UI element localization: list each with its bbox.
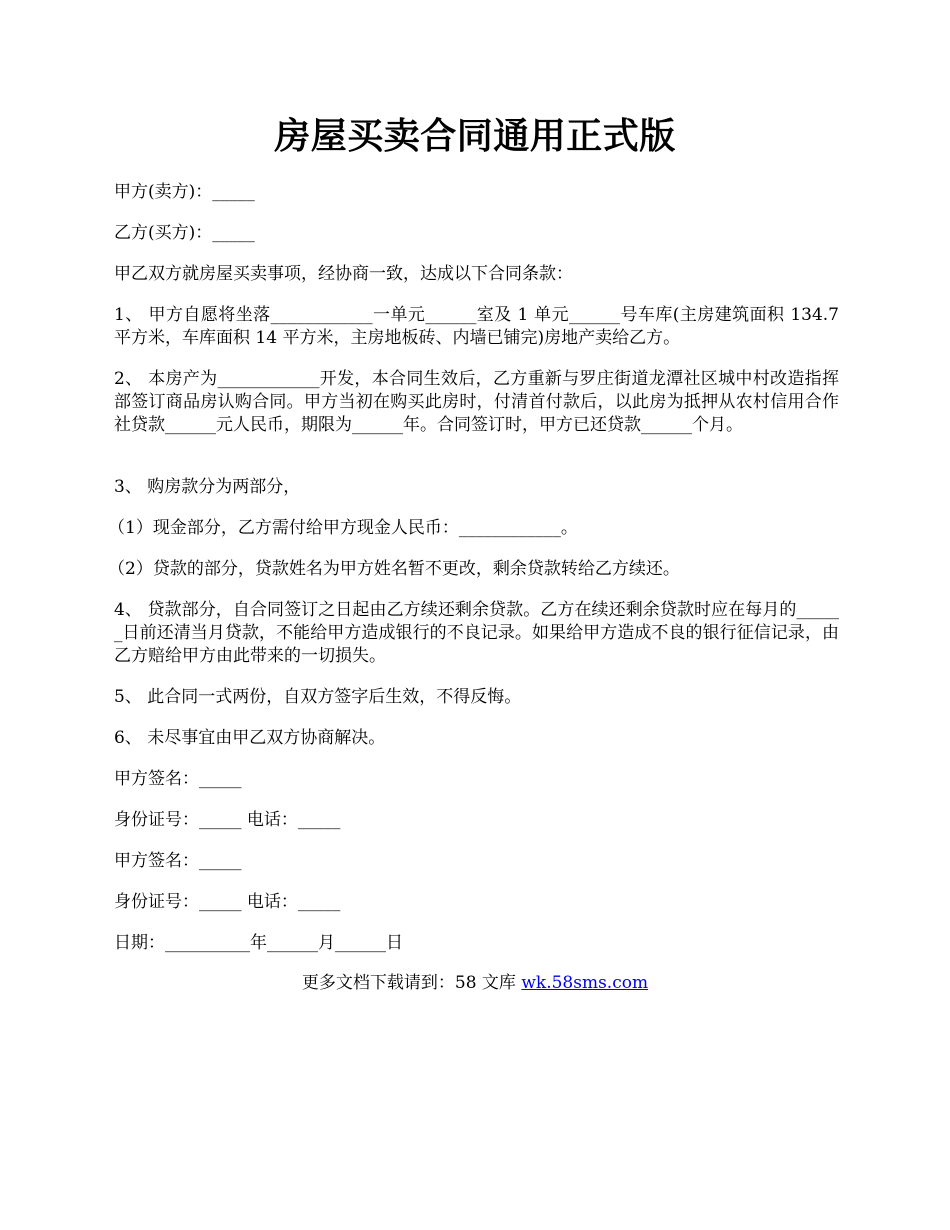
party-a-seller: 甲方(卖方)：_____	[114, 182, 255, 202]
footer	[0, 972, 950, 995]
footer-text: 更多文档下载请到：58 文库	[301, 973, 522, 993]
clause-3-cash-part: （1）现金部分，乙方需付给甲方现金人民币：____________。	[108, 518, 578, 538]
clause-6: 6、 未尽事宜由甲乙双方协商解决。	[114, 728, 386, 748]
clause-1: 1、 甲方自愿将坐落____________一单元______室及 1 单元______号车库(主房建筑面积 134.7 平方米，车库面积 14 平方米，主房地板砖、内墙已铺完)房地产卖给乙方。	[114, 305, 839, 348]
date-line: 日期：__________年______月______日	[114, 933, 403, 953]
clause-5: 5、 此合同一式两份，自双方签字后生效，不得反悔。	[114, 687, 522, 707]
party-b-buyer: 乙方(买方)：_____	[114, 223, 255, 243]
document-title: 房屋买卖合同通用正式版	[274, 115, 676, 157]
signature-party-a-1: 甲方签名：_____	[114, 769, 242, 789]
id-phone-2: 身份证号：_____ 电话：_____	[114, 892, 341, 912]
signature-party-a-2: 甲方签名：_____	[114, 851, 242, 871]
clause-3-loan-part: （2）贷款的部分，贷款姓名为甲方姓名暂不更改，剩余贷款转给乙方续还。	[108, 559, 680, 579]
clause-2: 2、 本房产为____________开发，本合同生效后，乙方重新与罗庄街道龙潭社区城中村改造指挥部签订商品房认购合同。甲方当初在购买此房时，付清首付款后，以此房为抵押从农村信用合作社贷款______元人民币，期限为______年。合同签订时，甲方已还贷款______个月。	[114, 369, 839, 435]
id-phone-1: 身份证号：_____ 电话：_____	[114, 810, 341, 830]
clause-3: 3、 购房款分为两部分，	[114, 477, 301, 497]
clause-4: 4、 贷款部分，自合同签订之日起由乙方续还剩余贷款。乙方在续还剩余贷款时应在每月的______日前还清当月贷款，不能给甲方造成银行的不良记录。如果给甲方造成不良的银行征信记录，由乙方赔给甲方由此带来的一切损失。	[114, 600, 839, 666]
preamble: 甲乙双方就房屋买卖事项，经协商一致，达成以下合同条款：	[114, 264, 573, 284]
footer-link[interactable]: wk.58sms.com	[521, 973, 649, 993]
